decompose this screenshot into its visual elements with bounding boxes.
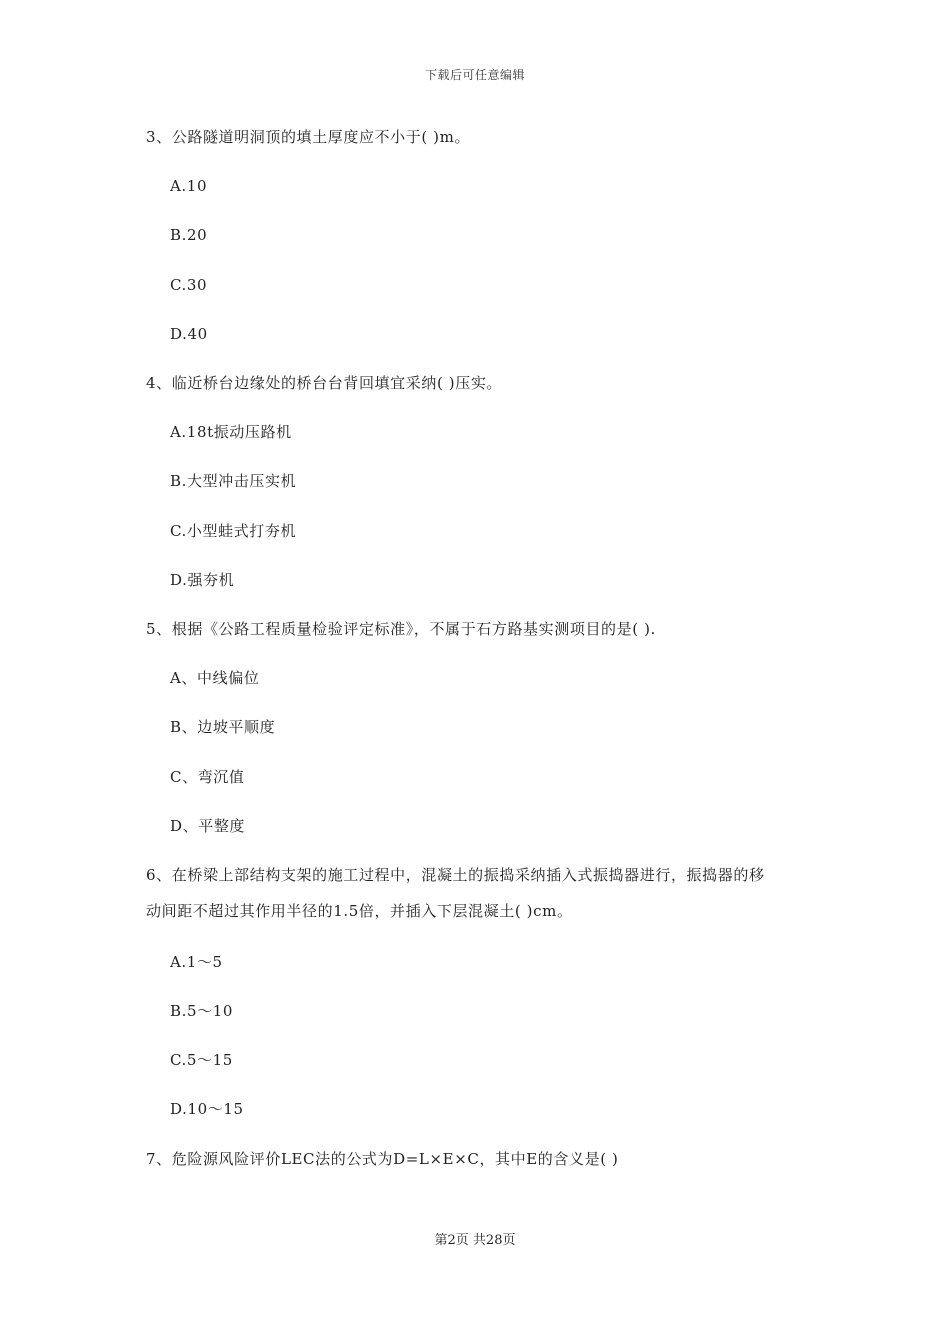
question-4-option-a: A.18t振动压路机 [170, 423, 292, 441]
question-7-stem: 7、危险源风险评价LEC法的公式为D=L×E×C，其中E的含义是( ) [146, 1150, 619, 1168]
question-6-option-d: D.10～15 [170, 1100, 244, 1118]
question-3-option-a: A.10 [170, 177, 208, 195]
question-6-option-b: B.5～10 [170, 1002, 234, 1020]
question-3-option-d: D.40 [170, 325, 208, 343]
question-6-stem-line-1: 6、在桥梁上部结构支架的施工过程中，混凝土的振捣采纳插入式振捣器进行，振捣器的移 [146, 866, 765, 884]
question-5-option-c: C、弯沉值 [170, 768, 245, 786]
question-3-option-c: C.30 [170, 276, 208, 294]
question-5-option-a: A、中线偏位 [170, 669, 260, 687]
question-3-stem: 3、公路隧道明洞顶的填土厚度应不小于( )m。 [146, 128, 471, 146]
question-5-stem: 5、根据《公路工程质量检验评定标准》，不属于石方路基实测项目的是( ). [146, 620, 656, 638]
question-5-option-d: D、平整度 [170, 817, 246, 835]
question-5-option-b: B、边坡平顺度 [170, 718, 276, 736]
page-footer: 第2页 共28页 [434, 1233, 516, 1248]
question-6-stem-line-2: 动间距不超过其作用半径的1.5倍，并插入下层混凝土( )cm。 [146, 902, 573, 920]
question-4-stem: 4、临近桥台边缘处的桥台台背回填宜采纳( )压实。 [146, 374, 503, 392]
page-header: 下载后可任意编辑 [424, 68, 525, 82]
question-3-option-b: B.20 [170, 226, 208, 244]
question-4-option-b: B.大型冲击压实机 [170, 472, 297, 490]
question-4-option-d: D.强夯机 [170, 571, 235, 589]
question-6-option-c: C.5～15 [170, 1051, 233, 1069]
question-4-option-c: C.小型蛙式打夯机 [170, 522, 297, 540]
question-6-option-a: A.1～5 [170, 953, 223, 971]
